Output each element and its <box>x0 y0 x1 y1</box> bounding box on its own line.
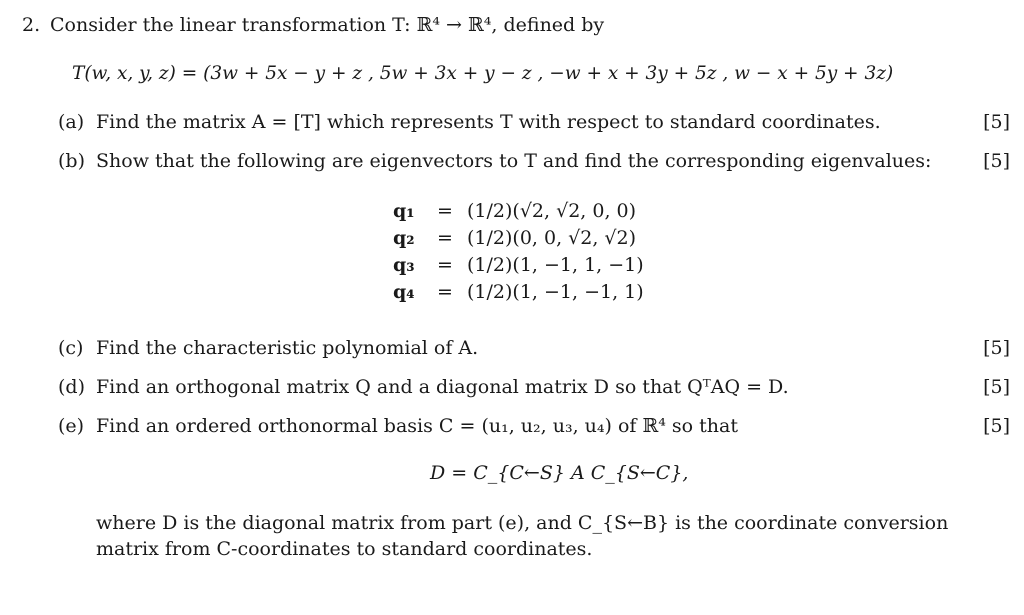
eigenvector-list <box>393 198 644 306</box>
eigenvector-row <box>393 198 644 225</box>
part-e-marks: [5] <box>983 415 1010 437</box>
part-a-text: Find the matrix A = [T] which represents T with respect to standard coordinates. <box>96 111 881 133</box>
eigenvector-row <box>393 279 644 306</box>
eigenvector-name: q₂ <box>393 227 415 249</box>
part-a-marks: [5] <box>983 111 1010 133</box>
eigenvector-row <box>393 252 644 279</box>
part-b-marks: [5] <box>983 150 1010 172</box>
eigenvector-name: q₄ <box>393 281 415 303</box>
part-e-label: (e) <box>58 415 85 437</box>
question-intro: Consider the linear transformation T: ℝ⁴ → ℝ⁴, defined by <box>50 14 605 36</box>
equals-sign: = <box>437 254 453 276</box>
part-c-text: Find the characteristic polynomial of A. <box>96 337 479 359</box>
part-d-label: (d) <box>58 376 85 398</box>
transformation-definition: T(w, x, y, z) = (3w + 5x − y + z , 5w + 3x + y − z , −w + x + 3y + 5z , w − x + 5y + 3z) <box>72 63 894 84</box>
question-number: 2. <box>22 14 41 36</box>
part-e-text: Find an ordered orthonormal basis C = (u₁, u₂, u₃, u₄) of ℝ⁴ so that <box>96 415 738 437</box>
equals-sign: = <box>437 227 453 249</box>
eigenvector-value: (1/2)(√2, √2, 0, 0) <box>467 200 637 222</box>
part-d-marks: [5] <box>983 376 1010 398</box>
eigenvector-row <box>393 225 644 252</box>
eigenvector-value: (1/2)(1, −1, −1, 1) <box>467 281 644 303</box>
eigenvector-name: q₃ <box>393 254 415 276</box>
eigenvector-name: q₁ <box>393 200 415 222</box>
closing-note: where D is the diagonal matrix from part (e), and C_{S←B} is the coordinate conversion matrix from C-coordinates to standard coordinates. <box>96 512 949 560</box>
part-d-text: Find an orthogonal matrix Q and a diagonal matrix D so that QᵀAQ = D. <box>96 376 789 398</box>
eigenvector-value: (1/2)(0, 0, √2, √2) <box>467 227 637 249</box>
eigenvector-value: (1/2)(1, −1, 1, −1) <box>467 254 644 276</box>
part-c-marks: [5] <box>983 337 1010 359</box>
part-b-label: (b) <box>58 150 85 172</box>
part-e-equation: D = C_{C←S} A C_{S←C}, <box>430 462 689 484</box>
part-b-text: Show that the following are eigenvectors to T and find the corresponding eigenvalues: <box>96 150 932 172</box>
equals-sign: = <box>437 281 453 303</box>
part-c-label: (c) <box>58 337 84 359</box>
part-a-label: (a) <box>58 111 85 133</box>
equals-sign: = <box>437 200 453 222</box>
